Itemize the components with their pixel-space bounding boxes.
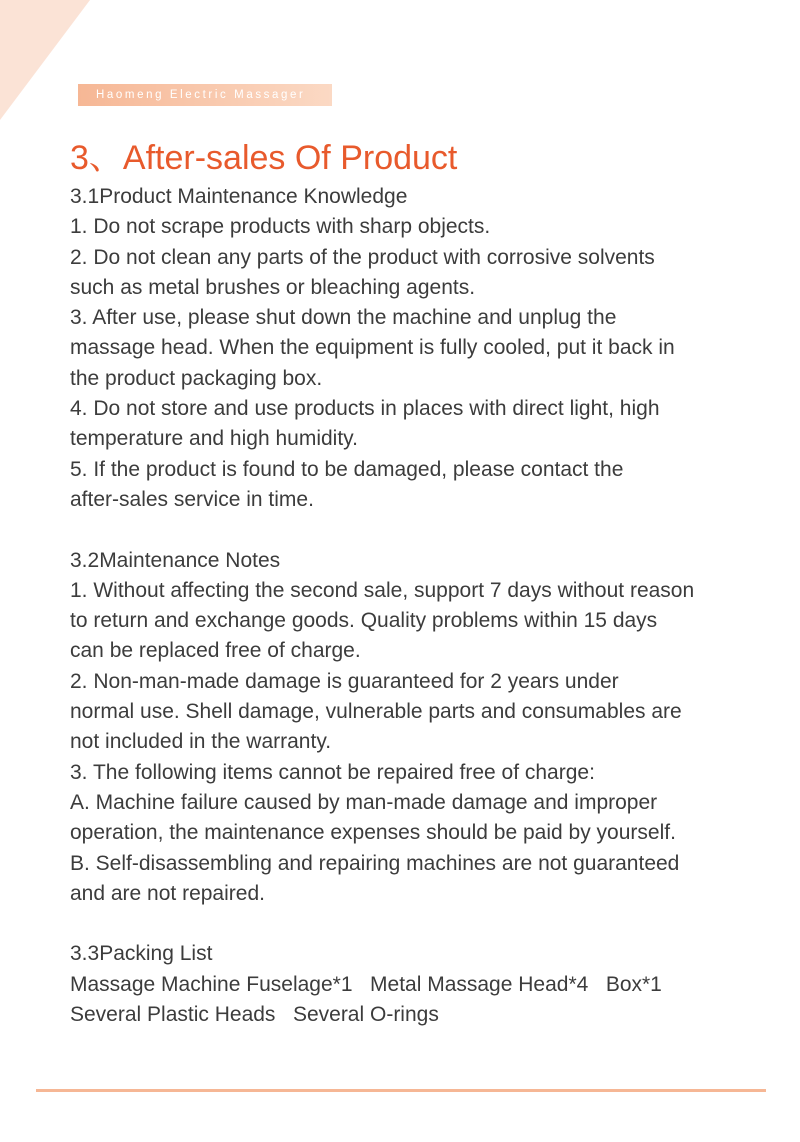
text-line: the product packaging box. [70,366,323,390]
brand-header-band [78,84,332,106]
page-title: 3、After-sales Of Product [70,139,458,177]
text-line: after-sales service in time. [70,487,314,511]
text-line: 1. Without affecting the second sale, support 7 days without reason [70,578,695,602]
text-line: operation, the maintenance expenses should be paid by yourself. [70,821,676,845]
text-line: 2. Do not clean any parts of the product with corrosive solvents [70,245,655,269]
spacer [70,515,770,545]
text-line: not included in the warranty. [70,730,332,754]
packing-item: Several Plastic Heads [70,1003,276,1027]
spacer [70,909,770,939]
section-packing-list [70,939,770,1030]
section-heading: 3.1Product Maintenance Knowledge [70,185,408,208]
section-maintenance-knowledge [70,182,770,515]
text-line: massage head. When the equipment is fully cooled, put it back in [70,336,675,360]
packing-item: Several O-rings [292,1003,439,1027]
brand-text: Haomeng Electric Massager [96,89,306,101]
text-line: temperature and high humidity. [70,427,358,451]
text-line: 2. Non-man-made damage is guaranteed for 2 years under [70,669,619,693]
packing-item: Metal Massage Head*4 [370,972,589,996]
packing-row [70,970,770,1000]
text-line: 1. Do not scrape products with sharp objects. [70,215,491,239]
text-line: A. Machine failure caused by man-made damage and improper [70,790,658,814]
text-line: normal use. Shell damage, vulnerable parts and consumables are [70,700,682,724]
packing-row [70,1000,770,1030]
text-line: B. Self-disassembling and repairing machines are not guaranteed [70,851,680,875]
text-line: and are not repaired. [70,881,265,905]
text-line: 5. If the product is found to be damaged, please contact the [70,457,624,481]
text-line: 3. The following items cannot be repaired free of charge: [70,760,595,784]
document-body [70,182,770,1030]
section-maintenance-notes [70,546,770,910]
section-heading: 3.3Packing List [70,942,213,966]
packing-item: Massage Machine Fuselage*1 [70,972,353,996]
text-line: 4. Do not store and use products in places with direct light, high [70,397,660,421]
text-line: can be replaced free of charge. [70,639,361,663]
corner-decoration [0,0,90,120]
text-line: such as metal brushes or bleaching agents. [70,275,476,299]
packing-item: Box*1 [605,972,662,996]
text-line: 3. After use, please shut down the machine and unplug the [70,306,617,330]
section-heading: 3.2Maintenance Notes [70,548,281,572]
footer-divider [36,1089,766,1092]
text-line: to return and exchange goods. Quality problems within 15 days [70,609,658,633]
